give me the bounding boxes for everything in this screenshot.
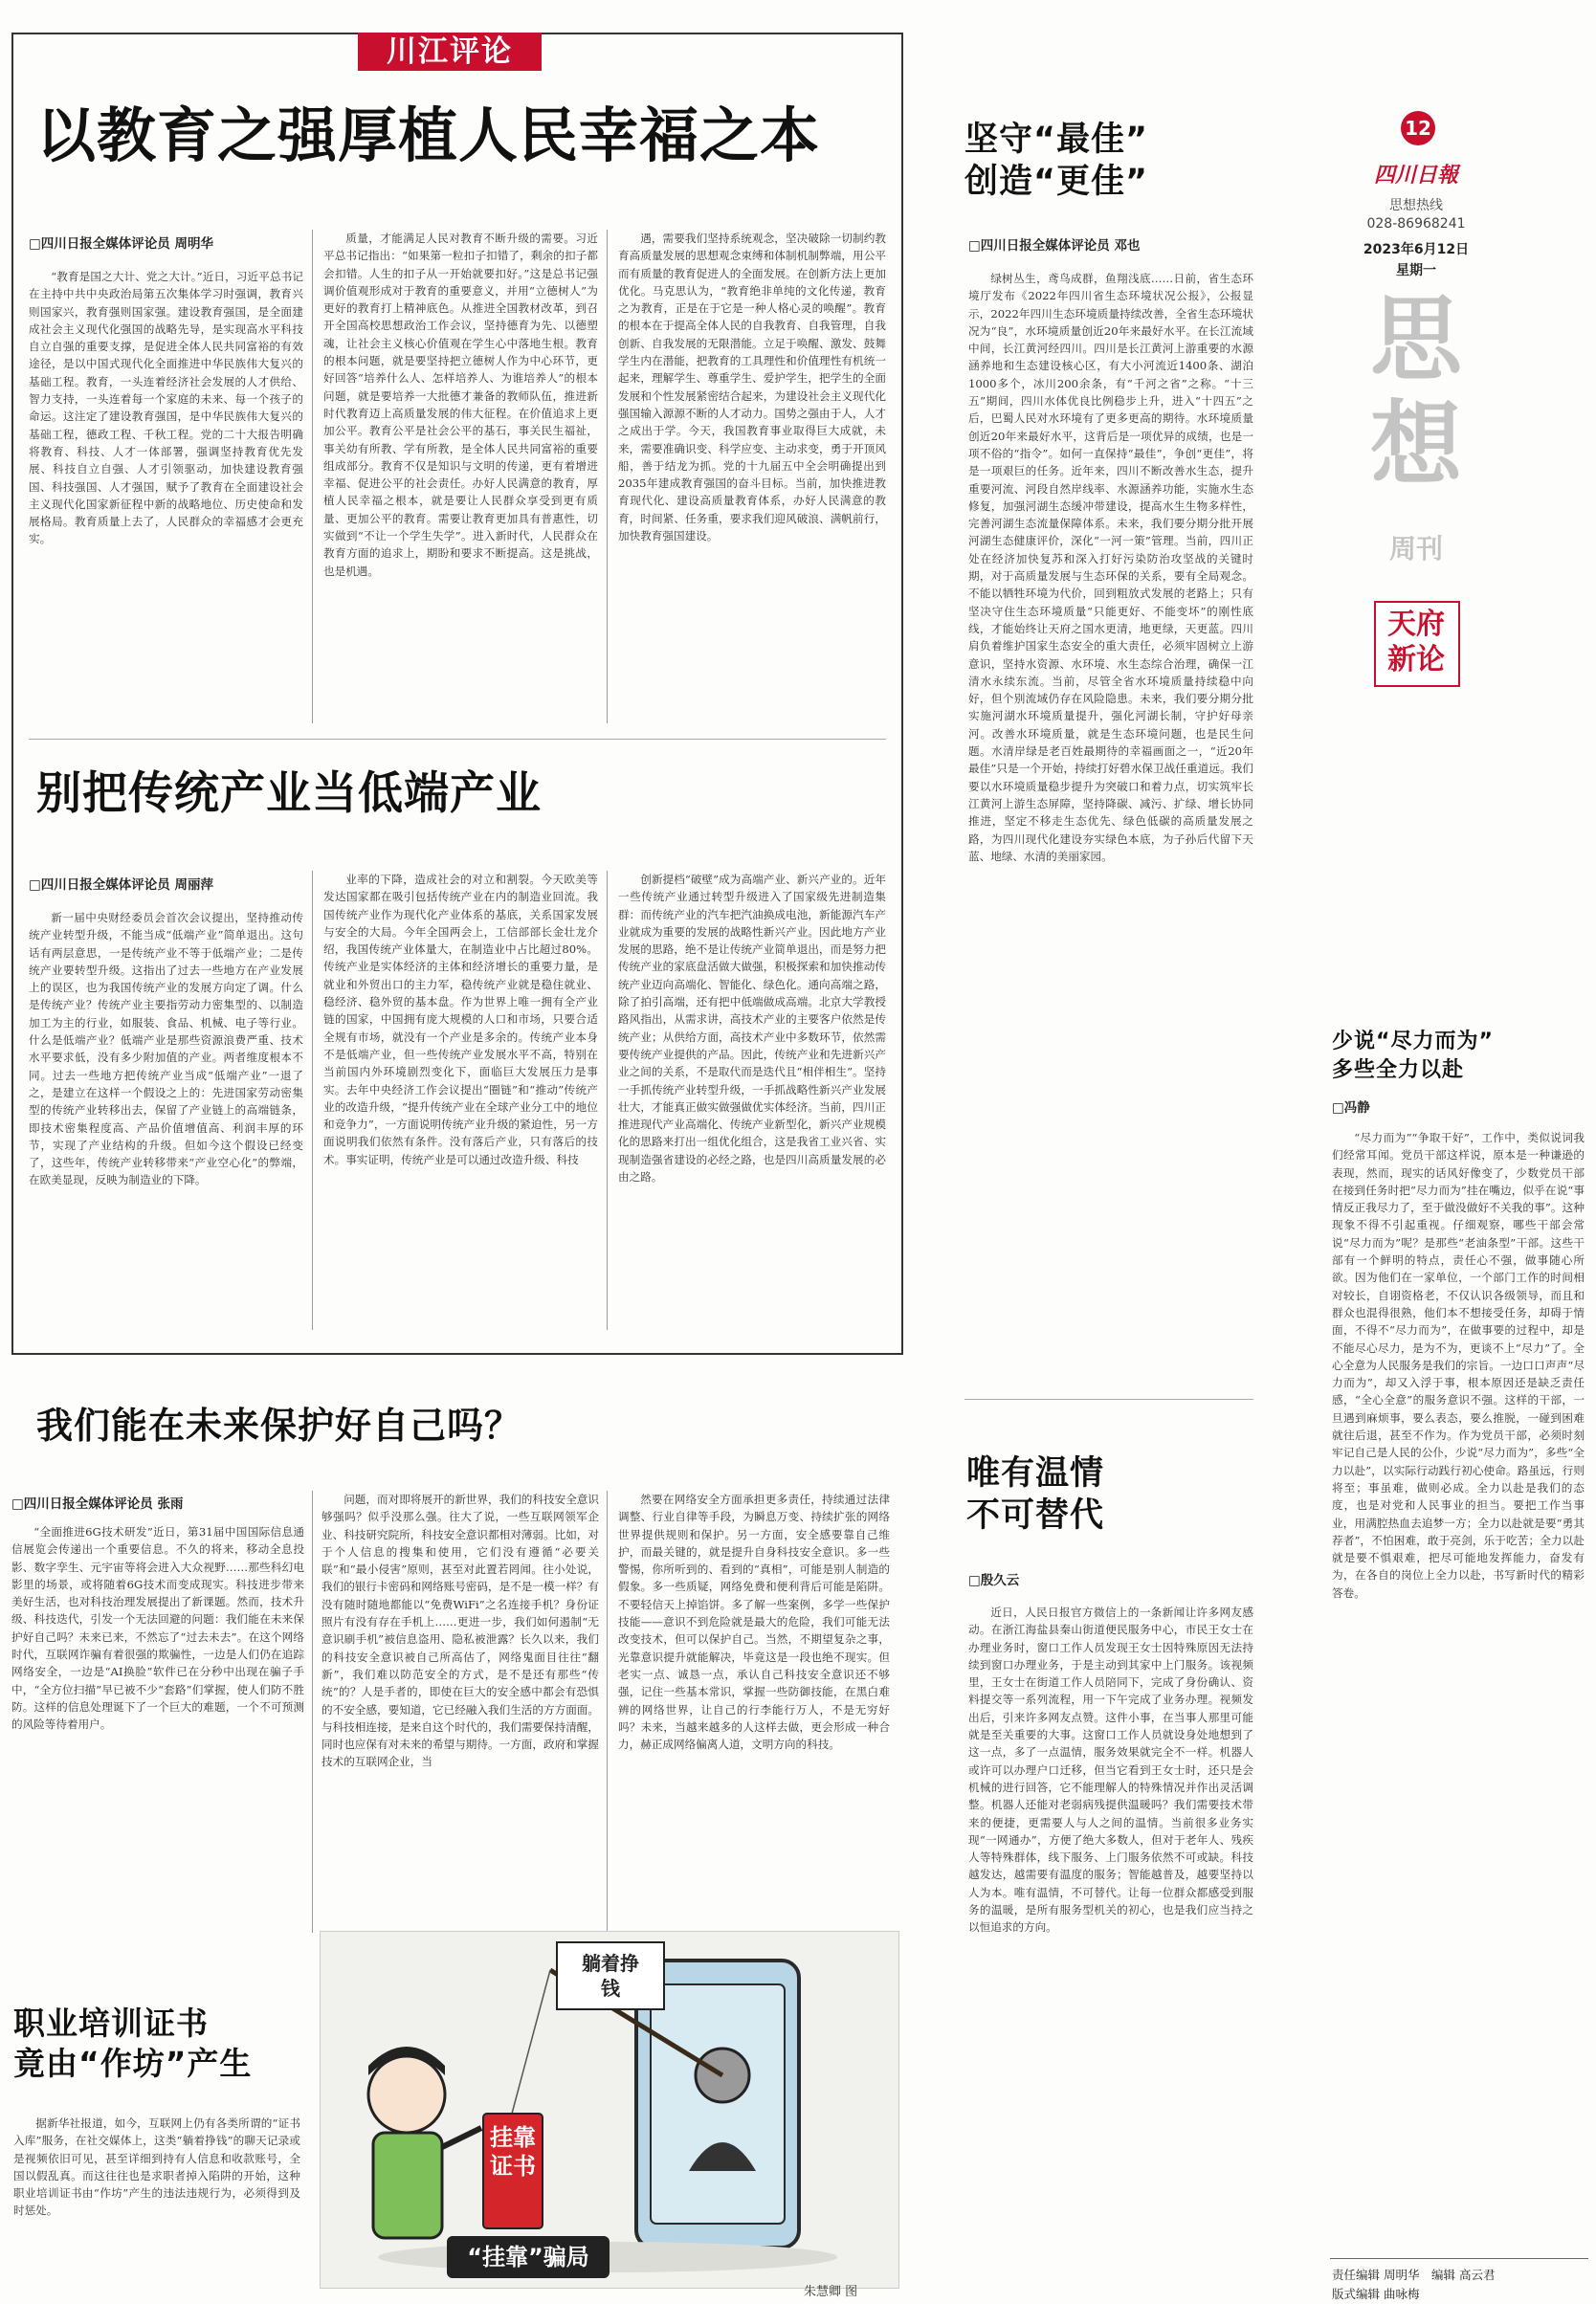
art5-byline: □殷久云 [968,1573,1020,1588]
divider [29,739,886,740]
art3-col2: 问题，而对即将展开的新世界，我们的科技安全意识够强吗？似乎没那么强。往大了说，一些互联网领军企业、科技研究院所，科技安全意识都相对薄弱。比如，对于个人信息的搜集和使用，它们没有遵循“必要关联”和“最小侵害”原则，甚至对此置若罔闻。往小处说，我们的银行卡密码和网络账号密码，是不是一模一样？有没有随时随地都能以“免费WiFi”之名连接手机？身份证照片有没有存在手机上……更进一步，我们如何遏制“无意识刷手机”被信息盗用、隐私被泄露？长久以来，我们的科技安全意识被自己所高估了，网络鬼面目往往“翻新”，我们难以防范安全的方式，是不是还有那些“传统”的？人是手者的，即使在巨大的安全感中都会有恐惧的不安全感，要知道，它已经融入我们生活的方方面面。与科技相连接，是来自这个时代的，我们需要保持清醒，同时也应保有对未来的希望与期待。一方面，政府和掌握技术的互联网企业，当 [321,1493,599,1769]
art2-title: 别把传统产业当低端产业 [36,767,542,820]
divider [607,230,608,723]
art6-title-line2: 多些全力以赴 [1332,1058,1465,1082]
divider [607,1491,608,1933]
art5-title-line1: 唯有温情 [966,1454,1105,1493]
art5-title-line2: 不可替代 [966,1496,1105,1535]
section-title-char2: 想 [1370,390,1462,498]
art4-title-line2: 创造“更佳” [964,163,1149,201]
divider [312,1491,313,1933]
art6-body: “尽力而为”“争取干好”，工作中，类似说词我们经常耳闻。党员干部这样说，原本是一种谦逊的表现，然而，现实的话风好像变了，少数党员干部在接到任务时把“尽力而为”挂在嘴边，似乎在说“事情反正我尽力了，至于做没做好不关我的事”。这种现象不得不引起重视。仔细观察，哪些干部会常说“尽力而为”呢？是那些“老油条型”干部。这些干部有一个鲜明的特点，责任心不强，做事随心所欲。因为他们在一家单位，一个部门工作的时间相对较长，自诩资格老，不仅认识各级领导，而且和群众也混得很熟，他们本不想接受任务，却碍于情面，不得不“尽力而为”，在做事要的过程中，却是不能尽心尽力，是为不为，更谈不上“尽力”了。全心全意为人民服务是我们的宗旨。一边口口声声“尽力而为”，却又入浮于事，根本原因还是缺乏责任感，“全心全意”的服务意识不强。这样的干部，一旦遇到麻烦事，要么表态，要么推脱，一碰到困难就往后退，甚至不作为。作为党员干部，必须时刻牢记自己是人民的公仆，少说“尽力而为”，多些“全力以赴”，以实际行动践行初心使命。路虽远，行则将至；事虽难，做则必成。全力以赴是我们的态度，也是对党和人民事业的担当。要把工作当事业，用满腔热血去追梦一方；全力以赴就是要“勇其荐者”，不怕困难，敢于亮剑，乐于吃苦；全力以赴就是要不惧艰难，把尽可能地发挥能力，奋发有为，在各自的岗位上全力以赴，书写新时代的精彩答卷。 [1332,1131,1585,1600]
divider [964,1399,1253,1400]
art1-col2: 质量，才能满足人民对教育不断升级的需要。习近平总书记指出：“如果第一粒扣子扣错了，剩余的扣子都会扣错。人生的扣子从一开始就要扣好。”这是总书记强调价值观形成对于教育的重要意义，并用“立德树人”为更好的教育打上精神底色。从推进全国教材改革，到召开全国高校思想政治工作会议，坚持德育为先、以德塑魂，让社会主义核心价值观在学生心中落地生根。教育的根本问题，就是要坚持把立德树人作为中心环节，更好回答“培养什么人、怎样培养人、为谁培养人”的根本问题，就是要培养一大批德才兼备的教师队伍，推进新时代教育迈上高质量发展的伟大征程。在价值追求上更加公平。教育公平是社会公平的基石，事关民生福祉，事关幼有所教、学有所教，是全体人民共同富裕的重要组成部分。教育不仅是知识与文明的传递，更有着增进幸福、促进公平的社会责任。办好人民满意的教育，厚植人民幸福之根本，就是要让人民群众享受到更有质量、更加公平的教育。需要让教育更加具有普惠性，切实做到“不让一个学生失学”。进入新时代，人民群众在教育方面的追求上，期盼和要求不断提高。这是挑战，也是机遇。 [323,232,598,578]
section-subtitle: 周刊 [1388,533,1443,565]
art2-byline: □四川日报全媒体评论员 周丽萍 [29,877,213,893]
boy-body [373,2133,442,2238]
art6-byline: □冯静 [1332,1100,1370,1116]
art4-body: 绿树丛生，鸢鸟成群，鱼翔浅底……日前，省生态环境厅发布《2022年四川省生态环境状况公报》，公报显示，2022年四川生态环境质量持续改善，全省生态环境状况为“良”，水环境质量创近20年来最好水平。在长江流域中间，长江黄河经四川。四川是长江黄河上游重要的水源涵养地和生态建设核心区，有大小河流近1400条、湖泊1000多个，冰川200余条，有“千河之省”之称。“十三五”期间，四川水体优良比例稳步上升，进入“十四五”之后，巴蜀人民对水环境有了更多更高的期待。水环境质量创近20年来最好水平，这背后是一项优异的成绩，也是一项不俗的“指令”。如何一直保持“最佳”，争创“更佳”，将是一项艰巨的任务。近年来，四川不断改善水生态，提升重要河流、河段自然岸线率、水源涵养功能，实施水生态修复，加强河湖生态缓冲带建设，提高水生生物多样性，完善河湖生态流量保障体系。未来，我们要分期分批开展河湖生态健康评价，深化“一河一策”管理。当前，四川正处在经济加快复苏和深入打好污染防治攻坚战的关键时期，对于高质量发展与生态环保的关系，要有全局观念。不能以牺牲环境为代价，回到粗放式发展的老路上；只有坚决守住生态环境质量“只能更好、不能变坏”的刚性底线，才能始终让天府之国水更清，地更绿，天更蓝。四川肩负着维护国家生态安全的重大责任，必须牢固树立上游意识，坚持水资源、水环境、水生态综合治理，确保一江清水永续东流。当前，尽管全省水环境质量持续稳中向好，但个别流域仍存在风险隐患。未来，我们要分期分批实施河湖水环境质量提升，强化河湖长制，守护好母亲河。改善水环境质量，就是生态环境问题，也是民生问题。水清岸绿是老百姓最期待的幸福画面之一，“近20年最佳”只是一个开始，持续打好碧水保卫战任重道远。我们要以水环境质量稳步提升为突破口和着力点，切实筑牢长江黄河上游生态屏障，坚持降碳、减污、扩绿、增长协同推进，坚定不移走生态优先、绿色低碳的高质量发展之路，为四川现代化建设夯实绿色本底，为子孙后代留下天蓝、地绿、水清的美丽家园。 [968,272,1253,863]
art4-byline: □四川日报全媒体评论员 邓也 [968,238,1141,254]
divider [607,871,608,1330]
cartoon-sign [556,1941,665,2010]
divider [1330,2258,1588,2259]
art2-col3: 创新提档“破壁”成为高端产业、新兴产业的。近年一些传统产业通过转型升级进入了国家级先进制造集群：而传统产业的汽车把汽油换成电池，新能源汽车产业就成为重要的发展的战略性新兴产业。因此地方产业发展的思路，绝不是让传统产业简单退出，而是努力把传统产业的家底盘活做大做强，积极探索和加快推动传统产业迈向高端化、智能化、绿色化。通向高端之路，除了拍引高端，还有把中低端做成高端。北京大学教授路风指出，从需求讲，高技术产业的主要客户依然是传统产业；从供给方面，高技术产业中多数环节，依然需要传统产业提供的产品。因此，传统产业和先进新兴产业之间的关系，不是取代而是迭代且“相伴相生”。坚持一手抓传统产业转型升级，一手抓战略性新兴产业发展壮大，才能真正做实做强做优实体经济。当前，四川正推进现代产业高端化、传统产业新型化，新兴产业规模化的思路来打出一组优化组合，这是我省工业兴省、实现制造强省建设的必经之路，也是四川高质量发展的必由之路。 [618,873,886,1185]
cartoon-card-text: 挂靠证书 [490,2124,536,2180]
cartoon-banner-text: “挂靠”骗局 [467,2244,589,2271]
issue-weekday: 星期一 [1396,263,1436,278]
footer-layout-editor: 版式编辑 曲咏梅 [1332,2287,1420,2301]
boy-arm [442,2128,481,2147]
art1-col3: 遇，需要我们坚持系统观念，坚决破除一切制约教育高质量发展的思想观念束缚和体制机制弊端，用公平而有质量的教育促进人的全面发展。在创新方法上更加优化。马克思认为，“教育绝非单纯的文化传递，教育之为教育，正是在于它是一种人格心灵的唤醒”。教育的根本在于提高全体人民的自我教育、自我管理，自我创新、自我发展的无限潜能。立足于唤醒、激发、鼓舞学生内在潜能，把教育的工具理性和价值理性有机统一起来，理解学生、尊重学生、爱护学生，把学生的全面发展和个性发展紧密结合起来，为建设社会主义现代化强国输入源源不断的人才动力。国势之强由于人，人才之成出于学。今天，我国教育事业取得巨大成就，未来，需要准确识变、科学应变、主动求变，勇于开顶风船，善于结龙为抓。党的十九届五中全会明确提出到2035年建成教育强国的奋斗目标。当前，加快推进教育现代化、建设高质量教育体系，办好人民满意的教育，时间紧、任务重，要求我们迎风破浪、满帆前行，加快教育强国建设。 [618,232,886,543]
art7-title-line1: 职业培训证书 [13,2005,209,2042]
art3-col1: “全面推进6G技术研发”近日，第31届中国国际信息通信展览会传递出一个重要信息。不久的将来，移动全息投影、数字孪生、元宇宙等将会进入大众视野……那些科幻电影里的场景，或将随着6G技术而变成现实。科技进步带来美好生活，也对科技治理发展提出了新课题。然而，技术升级、科技迭代，引发一个无法回避的问题：我们能在未来保护好自己吗？未来已来，不然忘了“过去未去”。在这个网络时代，互联网诈骗有着很强的欺骗性，一边是人们仍在追踪网络安全，一边是“AI换脸”软件已在分秒中出现在骗子手中，“全方位扫描”早已被不少“套路”们掌握，使人们防不胜防。这样的信息处理诞下了一个巨大的难题，一个不可预测的风险等待着用户。 [11,1525,304,1732]
art6-title-line1: 少说“尽力而为” [1332,1030,1494,1053]
section-title-char1: 思 [1370,285,1462,393]
cartoon-sign-text: 躺着挣钱 [582,1952,639,2000]
column-tag-label: 川江评论 [387,34,513,69]
fishing-line [512,1970,550,2114]
art3-byline: □四川日报全媒体评论员 张雨 [11,1496,184,1512]
divider [312,230,313,723]
hotline-label: 思想热线 [1389,198,1443,213]
art7-title-line2: 竟由“作坊”产生 [13,2045,253,2082]
divider [312,871,313,1330]
hotline-number: 028-86968241 [1366,216,1466,232]
column-stamp-text: 天府新论 [1387,608,1445,676]
art5-body: 近日，人民日报官方微信上的一条新闻让许多网友感动。在浙江海盐县秦山街道便民服务中心，市民王女士在办理业务时，窗口工作人员发现王女士因特殊原因无法持续到窗口办理业务，于是主动到其家中上门服务。该视频里，王女士在街道工作人员陪同下，完成了身份确认、资料提交等一系列流程，用一下午完成了业务办理。视频发出后，引来许多网友点赞。这件小事，在当事人那里可能就是至关重要的大事。这窗口工作人员就设身处地想到了这一点，多了一点温情，服务效果就完全不一样。机器人或许可以办理户口迁移，但当它看到王女士时，还只是会机械的进行回答，它不能理解人的特殊情况并作出灵活调整。机器人还能对老弱病残提供温暖吗？我们需要技术带来的便捷，更需要人与人之间的温情。当前很多业务实现“一网通办”，方便了绝大多数人，但对于老年人、残疾人等特殊群体，线下服务、上门服务依然不可或缺。科技越发达，越需要有温度的服务；智能越普及，越要坚持以人为本。唯有温情，不可替代。让每一位群众都感受到服务的温暖，是所有服务型机关的初心，也是我们应当持之以恒追求的方向。 [968,1606,1253,1935]
footer-editors: 责任编辑 周明华 编辑 高云君 [1332,2268,1496,2282]
issue-date: 2023年6月12日 [1363,242,1470,257]
art1-byline: □四川日报全媒体评论员 周明华 [29,236,213,252]
art1-col1: “教育是国之大计、党之大计。”近日，习近平总书记在主持中共中央政治局第五次集体学习时强调，教育兴则国家兴，教育强则国家强。建设教育强国，是全面建成社会主义现代化强国的战略先导，是实现高水平科技自立自强的重要支撑，是促进全体人民共同富裕的有效途径，是以中国式现代化全面推进中华民族伟大复兴的基础工程。教育，一头连着经济社会发展的人才供给、智力支持，一头连着每一个家庭的未来、每一个孩子的命运。这注定了建设教育强国，是中华民族伟大复兴的基础工程，德政工程、千秋工程。党的二十大报告明确将教育、科技、人才一体部署，强调坚持教育优先发展、科技自立自强、人才引领驱动，加快建设教育强国、科技强国、人才强国，赋予了教育在全面建设社会主义现代化国家新征程中新的战略地位、历史使命和发展格局。教育质量上去了，人民群众的幸福感才会更充实。 [29,270,303,546]
masthead-logo: 四川日報 [1373,163,1458,188]
art2-col1: 新一届中央财经委员会首次会议提出，坚持推动传统产业转型升级，不能当成“低端产业”简单退出。这句话有两层意思，一是传统产业不等于低端产业；二是传统产业要转型升级。这指出了过去一些地方在产业发展上的误区，也为我国传统产业的发展方向定了调。什么是传统产业？传统产业主要指劳动力密集型的、以制造加工为主的行业，如服装、食品、机械、电子等行业。什么是低端产业？低端产业是那些资源浪费严重、技术水平要求低，没有多少附加值的产业。两者维度根本不同。过去一些地方把传统产业当成“低端产业”一退了之，是建立在这样一个假设之上的：先进国家劳动密集型的传统产业转移出去，保留了产业链上的高端链条，即技术密集程度高、产品价值增值高、利润丰厚的环节，实现了产业结构的升级。但如今这个假设已经变了，这些年，传统产业转移带来“产业空心化”的弊端，在欧美显现，反映为制造业的下降。 [29,911,303,1187]
boy-head [368,2056,445,2133]
phone-screen [651,1984,785,2224]
art2-col2: 业率的下降，造成社会的对立和割裂。今天欧美等发达国家都在吸引包括传统产业在内的制造业回流。我国传统产业作为现代化产业体系的基底，关系国家发展与安全的大局。今年全国两会上，工信部部长金壮龙介绍，我国传统产业体量大，在制造业中占比超过80%。传统产业是实体经济的主体和经济增长的重要力量，是就业和外贸出口的主力军，稳传统产业就是稳住就业、稳经济、稳外贸的基本盘。作为世界上唯一拥有全产业链的国家，中国拥有庞大规模的人口和市场，只要合适全规有市场，就没有一个产业是多余的。传统产业本身不是低端产业，但一些传统产业发展水平不高，特别在当前国内外环境剧烈变化下，面临巨大发展压力是事实。去年中央经济工作会议提出“圈链”和“推动”传统产业的改造升级，“提升传统产业在全球产业分工中的地位和竞争力”，一方面说明传统产业升级的紧迫性，另一方面说明我们依然有条件。没有落后产业，只有落后的技术。事实证明，传统产业是可以通过改造升级、科技 [323,873,598,1166]
art7-body: 据新华社报道，如今，互联网上仍有各类所谓的“证书入库”服务，在社交媒体上，这类“躺着挣钱”的聊天记录或是视频依旧可见，甚至详细到持有人信息和收款账号，全国以假乱真。而这往往也是求职者掉入陷阱的开始，这种职业培训证书由“作坊”产生的违法违规行为，必须得到及时惩处。 [13,2116,300,2218]
art3-title: 我们能在未来保护好自己吗？ [36,1405,522,1447]
cartoon [320,1931,899,2289]
page-number: 12 [1405,117,1431,140]
art1-title: 以教育之强厚植人民幸福之本 [36,100,821,170]
art3-col3: 然要在网络安全方面承担更多责任，持续通过法律调整、行业自律等手段，为瞬息万变、持续扩张的网络世界提供规则和保护。另一方面，安全感要靠自己维护，而最关键的，就是提升自身科技安全意识。多一些警惕，你所听到的、看到的“真相”，可能是别人制造的假象。多一些质疑，网络免费和便利背后可能是陷阱。不要轻信天上掉馅饼。多了解一些案例，多学一些保护技能——意识不到危险就是最大的危险，我们可能无法改变技术，但可以保护自己。当然，不期望复杂之事，光靠意识提升就能解决，毕竟这是一段也绝不现实。但老实一点、诚恳一点，承认自己科技安全意识还不够强，记住一些基本常识，掌握一些防御技能，在黑白难辨的网络世界，让自己的行李能行万人，不是无穷好吗？未来，当越来越多的人这样去做，更会形成一种合力，赫正成网络偏离人道，文明方向的科技。 [618,1493,890,1752]
art4-title-line1: 坚守“最佳” [964,121,1149,159]
cartoon-credit: 朱慧卿 图 [804,2285,858,2299]
